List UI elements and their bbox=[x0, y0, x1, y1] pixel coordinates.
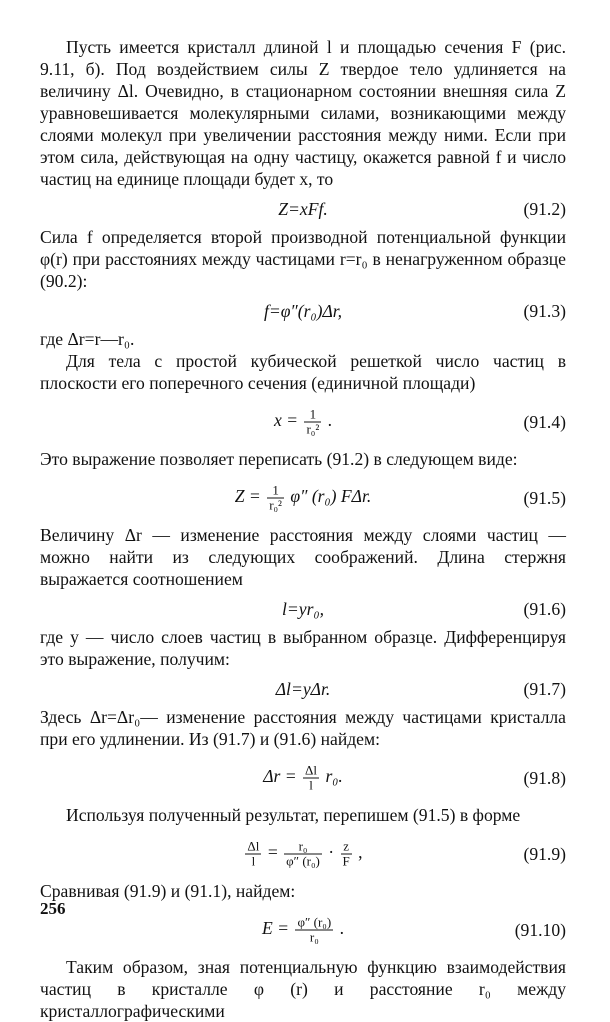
equation-91-10-formula bbox=[40, 916, 566, 945]
fraction-numerator: Δl bbox=[305, 762, 318, 778]
equation-91-7-formula: Δl=yΔr. bbox=[275, 679, 331, 699]
equation-91-9-formula bbox=[40, 840, 566, 869]
equation-91-4 bbox=[40, 402, 566, 442]
equation-91-2-formula: Z=xFf. bbox=[278, 199, 328, 219]
equation-91-4-number: (91.4) bbox=[523, 412, 566, 432]
paragraph-1: Пусть имеется кристалл длиной l и площадью сечения F (рис. 9.11, б). Под воздействием силы Z твердое тело удлиняется на величину Δl. Очевидно, в стационарном состоянии внешняя сила Z уравновешивается молекулярными силами, возникающими между слоями молекул при увеличении расстояния между ними. Если при этом сила, действующая на одну частицу, окажется равной f и число частиц на единице площади будет x, то bbox=[40, 37, 566, 189]
page-number: 256 bbox=[40, 899, 66, 918]
paragraph-10: Сравнивая (91.9) и (91.1), найдем: bbox=[40, 881, 296, 901]
paragraph-2: Сила f определяется второй производной потенциальной функции φ(r) при расстояниях между частицами r=r₀ в ненагруженном образце (90.2): bbox=[40, 227, 566, 291]
equation-91-10 bbox=[40, 910, 566, 950]
equation-91-7 bbox=[40, 674, 566, 704]
equation-91-8-tail: r₀. bbox=[325, 766, 343, 787]
paragraph-4: Для тела с простой кубической решеткой число частиц в плоскости его поперечного сечения (единичной площади) bbox=[40, 351, 566, 393]
equation-91-10-number: (91.10) bbox=[514, 920, 566, 940]
fraction-denominator: r₀ bbox=[309, 929, 319, 945]
equation-91-9-number: (91.9) bbox=[523, 844, 566, 864]
equation-91-2 bbox=[40, 194, 566, 224]
fraction-numerator: Δl bbox=[247, 838, 260, 854]
equation-91-5 bbox=[40, 478, 566, 518]
fraction-denominator: r₀² bbox=[269, 497, 282, 513]
paragraph-5: Это выражение позволяет переписать (91.2) в следующем виде: bbox=[40, 449, 518, 469]
paragraph-3: где Δr=r—r₀. bbox=[40, 329, 135, 349]
paragraph-8: Здесь Δr=Δr₀— изменение расстояния между частицами кристалла при его удлинении. Из (91.7) и (91.6) найдем: bbox=[40, 707, 566, 749]
fraction bbox=[284, 840, 322, 869]
fraction-numerator: 1 bbox=[304, 408, 321, 423]
equation-91-8-formula bbox=[40, 764, 566, 793]
fraction bbox=[303, 764, 319, 793]
equation-91-8 bbox=[40, 758, 566, 798]
fraction-numerator: z bbox=[341, 840, 352, 855]
fraction bbox=[341, 840, 352, 869]
paragraph-9: Используя полученный результат, перепишем (91.5) в форме bbox=[66, 805, 521, 825]
equation-91-5-lhs: Z = bbox=[234, 486, 261, 507]
paragraph-6: Величину Δr — изменение расстояния между слоями частиц — можно найти из следующих соображений. Длина стержня выражается соотношением bbox=[40, 525, 566, 589]
equation-91-4-formula bbox=[40, 408, 566, 437]
fraction bbox=[245, 840, 261, 869]
equation-91-5-number: (91.5) bbox=[523, 488, 566, 508]
equation-91-10-lhs: E = bbox=[262, 918, 290, 939]
paragraph-11: Таким образом, зная потенциальную функцию взаимодействия частиц в кристалле φ (r) и расстояние r₀ между кристаллографическими bbox=[40, 957, 566, 1021]
equation-91-3-number: (91.3) bbox=[523, 301, 566, 321]
equation-91-7-number: (91.7) bbox=[523, 679, 566, 699]
equation-91-4-tail: . bbox=[327, 410, 333, 431]
fraction bbox=[267, 484, 284, 513]
equals-sign: = bbox=[267, 842, 278, 863]
fraction-denominator: r₀² bbox=[306, 421, 320, 437]
equation-91-5-tail: φ″ (r₀) FΔr. bbox=[290, 486, 372, 507]
fraction-numerator: φ″ (r₀) bbox=[297, 914, 332, 930]
fraction-denominator: F bbox=[342, 853, 350, 869]
equation-91-6-number: (91.6) bbox=[523, 599, 566, 619]
equation-91-2-number: (91.2) bbox=[523, 199, 566, 219]
equation-91-3-formula: f=φ″(r₀)Δr, bbox=[263, 301, 343, 321]
equation-91-8-number: (91.8) bbox=[523, 768, 566, 788]
equation-91-8-lhs: Δr = bbox=[263, 766, 297, 787]
page-content bbox=[40, 36, 566, 1022]
paragraph-7: где y — число слоев частиц в выбранном образце. Дифференцируя это выражение, получим: bbox=[40, 627, 566, 669]
equation-91-9 bbox=[40, 834, 566, 874]
fraction bbox=[304, 408, 321, 437]
equation-91-4-lhs: x = bbox=[273, 410, 299, 431]
fraction-numerator: 1 bbox=[267, 484, 284, 499]
equation-91-3 bbox=[40, 296, 566, 326]
fraction-denominator: l bbox=[309, 777, 313, 793]
fraction-numerator: r₀ bbox=[284, 840, 322, 855]
equation-91-5-formula bbox=[40, 484, 566, 513]
fraction-denominator: φ″ (r₀) bbox=[286, 853, 320, 869]
fraction-denominator: l bbox=[251, 853, 256, 869]
equation-91-6-formula: l=yr₀, bbox=[282, 599, 324, 619]
multiply-dot: · bbox=[328, 842, 335, 863]
equation-91-6 bbox=[40, 594, 566, 624]
equation-91-10-tail: . bbox=[339, 918, 344, 939]
fraction bbox=[295, 916, 333, 945]
equation-91-9-tail: , bbox=[358, 842, 363, 863]
